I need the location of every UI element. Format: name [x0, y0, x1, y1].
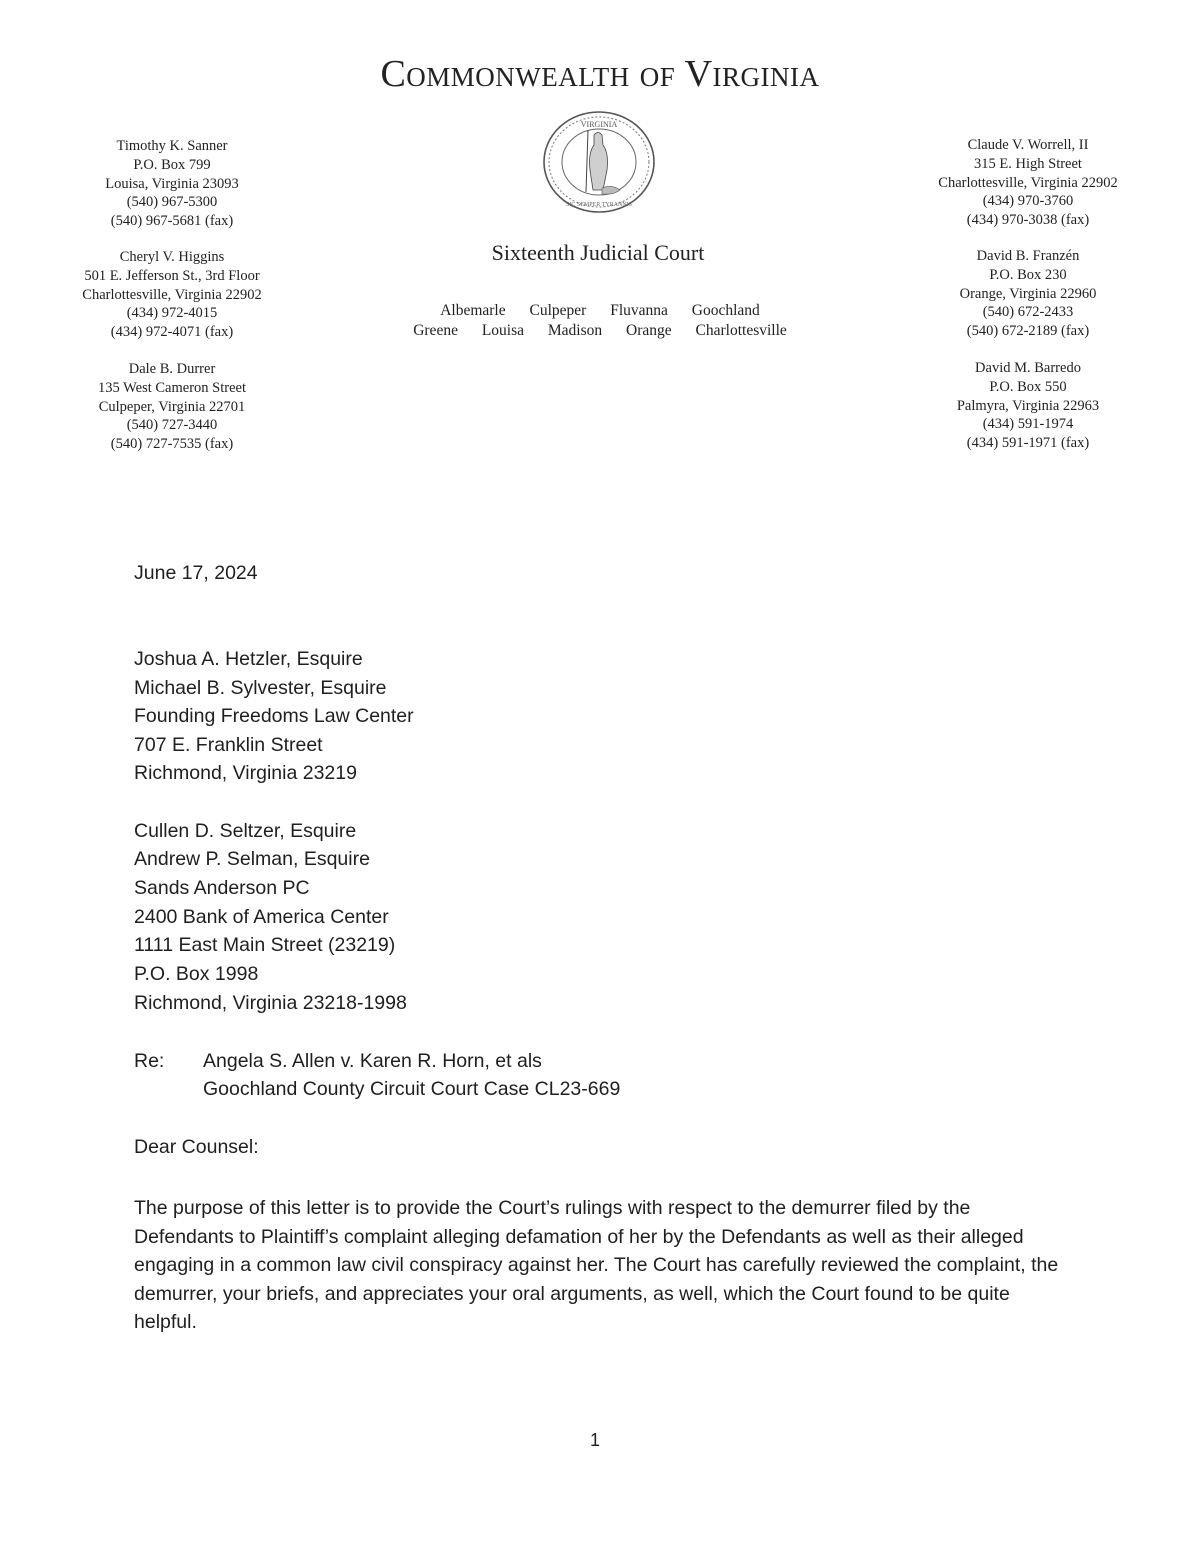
- recipient-line: 2400 Bank of America Center: [134, 906, 389, 928]
- svg-text:SIC SEMPER TYRANNIS: SIC SEMPER TYRANNIS: [566, 202, 632, 208]
- county-name: Charlottesville: [695, 322, 787, 339]
- county-name: Madison: [547, 322, 603, 339]
- letter-date: June 17, 2024: [134, 562, 258, 584]
- judge-fax: (540) 727-7535 (fax): [110, 436, 234, 453]
- judge-address-line: 135 West Cameron Street: [98, 379, 246, 396]
- recipient-line: Richmond, Virginia 23218-1998: [134, 992, 407, 1014]
- judge-address-line: P.O. Box 799: [133, 156, 211, 173]
- judge-name: David B. Franzén: [976, 248, 1080, 264]
- judge-block-right-1: [898, 136, 1158, 230]
- judge-fax: (434) 970-3038 (fax): [966, 212, 1090, 229]
- judge-block-right-2: [898, 247, 1158, 341]
- county-name: Louisa: [481, 322, 525, 339]
- judge-address-line: 501 E. Jefferson St., 3rd Floor: [84, 267, 260, 284]
- re-case-number: Goochland County Circuit Court Case CL23-669: [203, 1078, 621, 1100]
- county-name: Albemarle: [440, 302, 506, 319]
- recipient-line: Sands Anderson PC: [134, 877, 310, 899]
- recipient-line: 707 E. Franklin Street: [134, 734, 323, 756]
- judge-address-line: Culpeper, Virginia 22701: [98, 398, 246, 415]
- county-name: Fluvanna: [610, 302, 668, 319]
- judge-phone: (540) 672-2433: [982, 304, 1074, 321]
- counties-row-1: [380, 302, 820, 320]
- judge-fax: (434) 591-1971 (fax): [966, 435, 1090, 452]
- recipient-line: Cullen D. Seltzer, Esquire: [134, 820, 357, 842]
- judge-phone: (434) 972-4015: [126, 305, 218, 322]
- judge-address-line: Charlottesville, Virginia 22902: [82, 286, 262, 303]
- page-number: 1: [589, 1430, 600, 1450]
- recipient-line: 1111 East Main Street (23219): [134, 934, 396, 956]
- recipient-line: Richmond, Virginia 23219: [134, 762, 357, 784]
- judge-name: Timothy K. Sanner: [116, 138, 228, 154]
- judge-name: Dale B. Durrer: [128, 361, 216, 377]
- svg-text:VIRGINIA: VIRGINIA: [580, 120, 618, 129]
- judge-phone: (540) 967-5300: [126, 194, 218, 211]
- judge-name: David M. Barredo: [975, 360, 1081, 376]
- recipient-line: Founding Freedoms Law Center: [134, 705, 414, 727]
- county-name: Culpeper: [529, 302, 587, 319]
- recipient-line: Andrew P. Selman, Esquire: [134, 848, 370, 870]
- judge-name: Claude V. Worrell, II: [967, 137, 1089, 153]
- court-name: Sixteenth Judicial Court: [491, 240, 705, 265]
- re-case-caption: Angela S. Allen v. Karen R. Horn, et als: [203, 1050, 542, 1072]
- body-paragraph: The purpose of this letter is to provide the Court’s rulings with respect to the demurrer filed by the Defendants to Plaintiff’s complaint alleging defamation of her by the Defendants as well as their alleged engaging in a common law civil conspiracy against her. The Court has carefully reviewed the complaint, the demurrer, your briefs, and appreciates your oral arguments, as well, which the Court found to be quite helpful.: [134, 1197, 1059, 1334]
- virginia-seal-icon: [542, 110, 657, 215]
- judge-block-left-1: [42, 137, 302, 231]
- judge-address-line: Palmyra, Virginia 22963: [956, 397, 1100, 414]
- counties-row-2: [380, 322, 820, 340]
- judge-address-line: Charlottesville, Virginia 22902: [938, 174, 1118, 191]
- judge-address-line: P.O. Box 230: [989, 266, 1067, 283]
- judge-name: Cheryl V. Higgins: [119, 249, 225, 265]
- letterhead-title: Commonwealth of Virginia: [380, 53, 820, 95]
- judge-address-line: P.O. Box 550: [989, 378, 1067, 395]
- judge-fax: (540) 967-5681 (fax): [110, 213, 234, 230]
- judge-address-line: Orange, Virginia 22960: [959, 285, 1097, 302]
- salutation: Dear Counsel:: [134, 1136, 259, 1158]
- judge-address-line: Louisa, Virginia 23093: [105, 175, 239, 192]
- recipient-line: Michael B. Sylvester, Esquire: [134, 677, 387, 699]
- judge-phone: (540) 727-3440: [126, 417, 218, 434]
- judge-fax: (540) 672-2189 (fax): [966, 323, 1090, 340]
- re-label: Re:: [134, 1050, 165, 1072]
- county-name: Greene: [413, 322, 458, 339]
- judge-phone: (434) 970-3760: [982, 193, 1074, 210]
- county-name: Goochland: [691, 302, 760, 319]
- recipient-line: P.O. Box 1998: [134, 963, 259, 985]
- judge-block-left-3: [42, 360, 302, 454]
- judge-block-left-2: [42, 248, 302, 342]
- judge-fax: (434) 972-4071 (fax): [110, 324, 234, 341]
- judge-block-right-3: [898, 359, 1158, 453]
- judge-address-line: 315 E. High Street: [974, 155, 1082, 172]
- judge-phone: (434) 591-1974: [982, 416, 1074, 433]
- recipient-line: Joshua A. Hetzler, Esquire: [134, 648, 363, 670]
- county-name: Orange: [626, 322, 672, 339]
